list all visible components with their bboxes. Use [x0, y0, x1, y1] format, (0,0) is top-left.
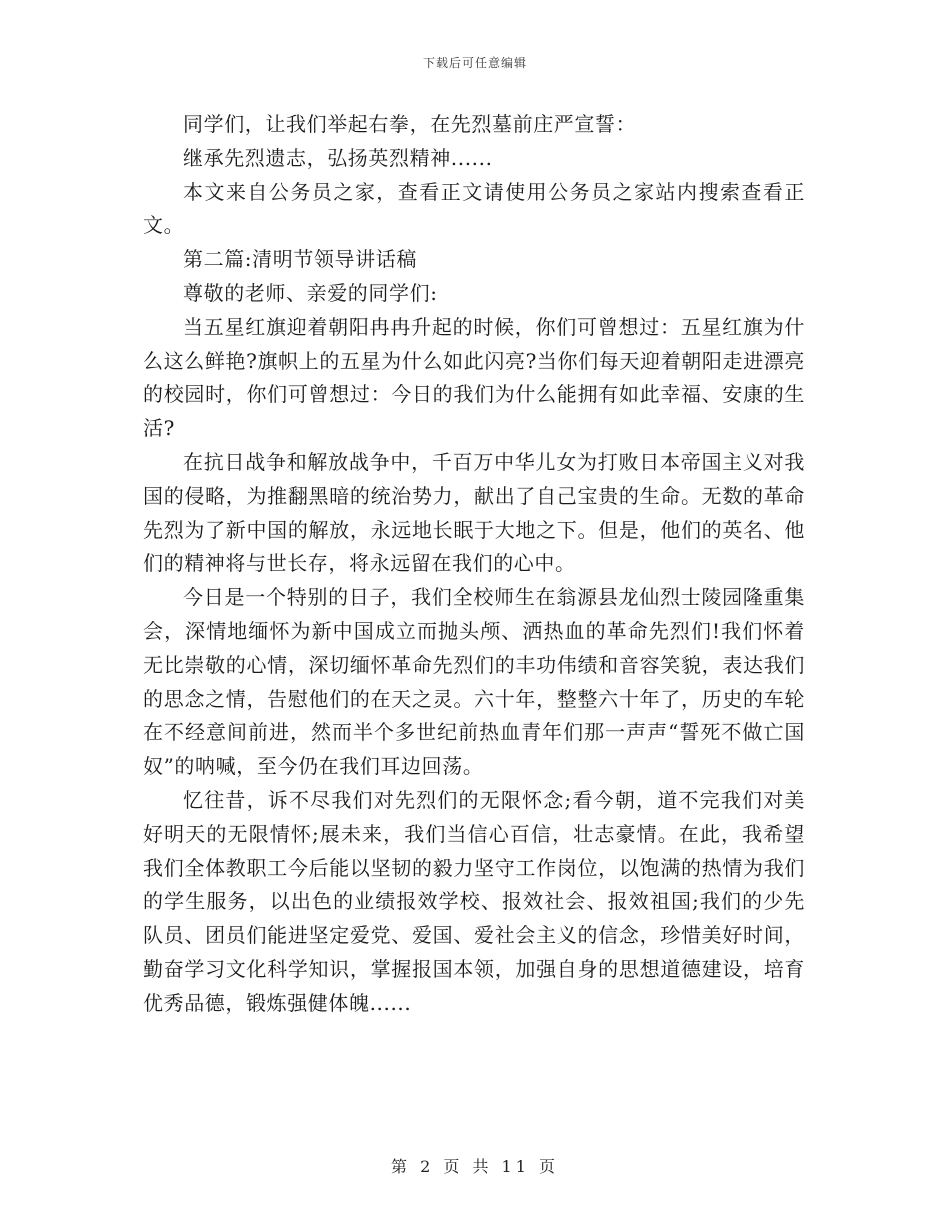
- paragraph-hope: 忆往昔，诉不尽我们对先烈们的无限怀念;看今朝，道不完我们对美好明天的无限情怀;展未来，我们当信心百信，壮志豪情。在此，我希望我们全体教职工今后能以坚韧的毅力坚守工作岗位，以饱满的热情为我们的学生服务，以出色的业绩报效学校、报效社会、报效祖国;我们的少先队员、团员们能进坚定爱党、爱国、爱社会主义的信念，珍惜美好时间，勤奋学习文化科学知识，掌握报国本领，加强自身的思想道德建设，培育优秀品德，锻炼强健体魄......: [143, 787, 805, 1015]
- paragraph-war: 在抗日战争和解放战争中，千百万中华儿女为打败日本帝国主义对我国的侵略，为推翻黑暗的统治势力，献出了自己宝贵的生命。无数的革命先烈为了新中国的解放，永远地长眠于大地之下。但是，他们的英名、他们的精神将与世长存，将永远留在我们的心中。: [143, 449, 805, 576]
- salutation: 尊敬的老师、亲爱的同学们:: [183, 280, 438, 305]
- paragraph-source-note: 本文来自公务员之家，查看正文请使用公务员之家站内搜索查看正文。: [143, 179, 805, 238]
- document-body: [143, 108, 805, 1021]
- paragraph-flag: 当五星红旗迎着朝阳冉冉升起的时候，你们可曾想过：五星红旗为什么这么鲜艳?旗帜上的五星为什么如此闪亮?当你们每天迎着朝阳走进漂亮的校园时，你们可曾想过：今日的我们为什么能拥有如此幸福、安康的生活?: [143, 314, 805, 441]
- page-number: 第 2 页 共 11 页: [391, 1157, 559, 1176]
- paragraph-oath: 继承先烈遗志，弘扬英烈精神......: [183, 145, 493, 170]
- paragraph-memorial: 今日是一个特别的日子，我们全校师生在翁源县龙仙烈士陵园隆重集会，深情地缅怀为新中国成立而抛头颅、洒热血的革命先烈们!我们怀着无比崇敬的心情，深切缅怀革命先烈们的丰功伟绩和音容笑貌，表达我们的思念之情，告慰他们的在天之灵。六十年，整整六十年了，历史的车轮在不经意间前进，然而半个多世纪前热血青年们那一声声“誓死不做亡国奴”的呐喊，至今仍在我们耳边回荡。: [143, 585, 805, 779]
- section-heading: 第二篇:清明节领导讲话稿: [183, 247, 417, 272]
- page-header: 下载后可任意编辑: [422, 56, 527, 70]
- paragraph-oath-intro: 同学们，让我们举起右拳，在先烈墓前庄严宣誓：: [183, 112, 637, 136]
